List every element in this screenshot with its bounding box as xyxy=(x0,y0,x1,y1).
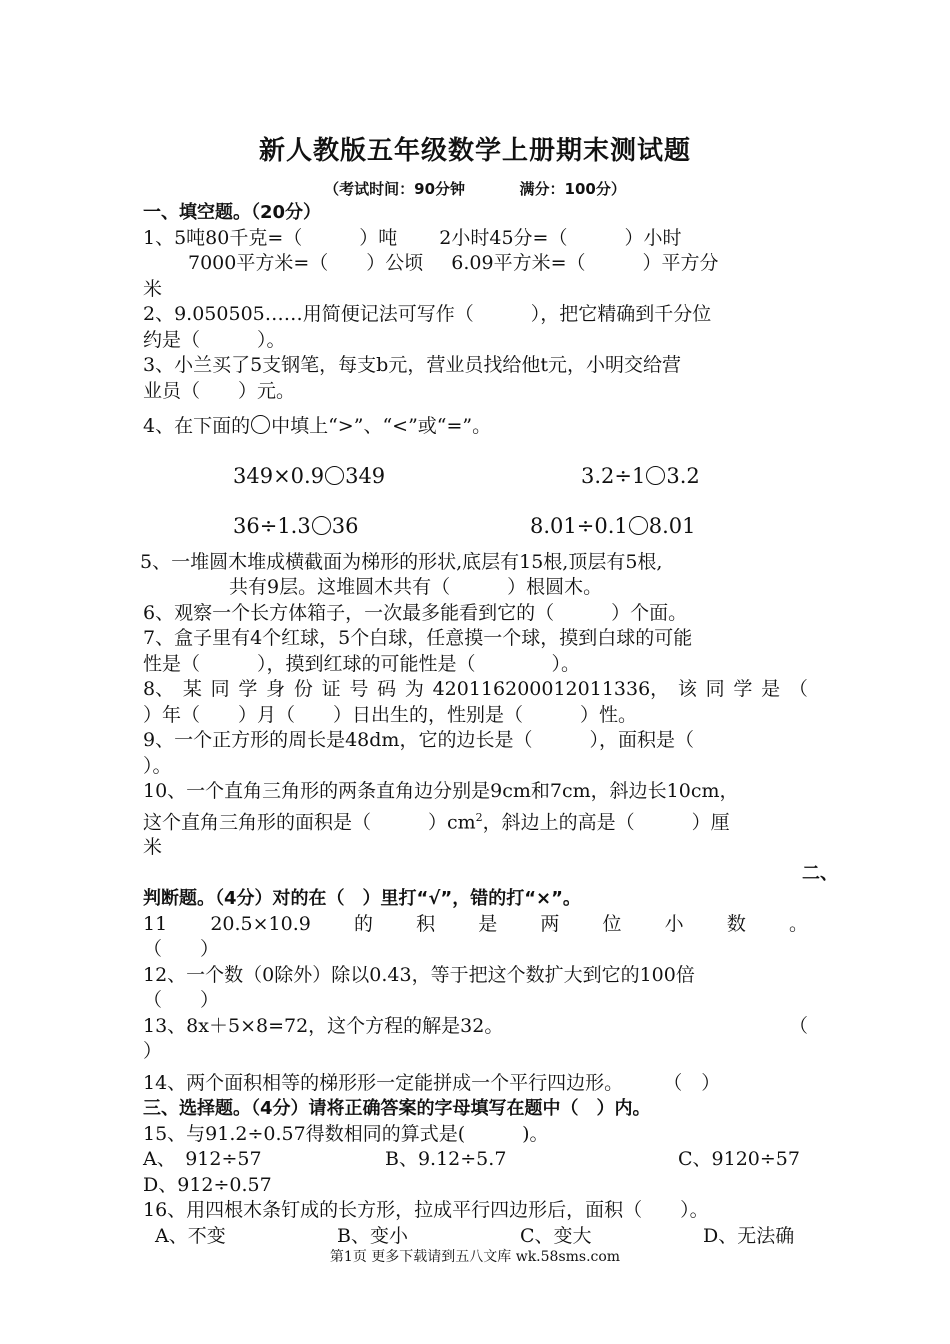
question-8-line-2: ）年（ ）月（ ）日出生的，性别是（ ）性。 xyxy=(143,703,638,726)
exam-info xyxy=(0,178,950,199)
question-1-part-4: 6.09平方米=（ ）平方分 xyxy=(451,252,719,274)
q11-word: 的 xyxy=(353,912,373,935)
question-5-line-2: 共有9层。这堆圆木共有（ ）根圆木。 xyxy=(229,576,603,598)
question-11-line-1 xyxy=(143,912,808,938)
option-a: A、不变 xyxy=(155,1224,226,1247)
question-8-line-1 xyxy=(143,677,808,703)
q8-word: 同 xyxy=(210,678,230,700)
question-4-prefix: 4、在下面的 xyxy=(143,415,251,437)
q11-word: 数 xyxy=(726,912,746,935)
section-number-judgement: 二、 xyxy=(802,862,838,884)
page-title: 新人教版五年级数学上册期末测试题 xyxy=(258,136,691,166)
q11-word: 。 xyxy=(788,912,808,935)
question-5-line-1: 5、一堆圆木堆成横截面为梯形的形状,底层有15根,顶层有5根, xyxy=(140,550,663,573)
q8-word: 学 xyxy=(733,678,753,700)
q11-expression: 20.5×10.9 xyxy=(210,912,311,935)
question-4-row-1 xyxy=(143,462,808,490)
question-7-line-2: 性是（ ），摸到红球的可能性是（ ）。 xyxy=(143,652,581,675)
question-12-line-1: 12、一个数（0除外）除以0.43，等于把这个数扩大到它的100倍 xyxy=(143,963,695,986)
question-1-part-3: 7000平方米=（ ）公顷 xyxy=(188,252,424,274)
question-7-line-1: 7、盒子里有4个红球，5个白球，任意摸一个球，摸到白球的可能 xyxy=(143,627,693,649)
question-3-line-2: 业员（ ）元。 xyxy=(143,379,296,402)
question-10-area: 这个直角三角形的面积是（ ）cm xyxy=(143,810,476,833)
q8-word: 8、 xyxy=(143,678,175,700)
q11-word: 小 xyxy=(664,912,684,935)
question-14 xyxy=(143,1071,808,1097)
question-12-answer-paren: （ ） xyxy=(143,989,220,1012)
question-10-line-3: 米 xyxy=(143,836,163,859)
q8-word: 证 xyxy=(321,678,341,700)
circle-blank-icon xyxy=(251,415,270,434)
question-1-part-1: 1、5吨80千克=（ ）吨 xyxy=(143,226,398,249)
question-15-options xyxy=(143,1147,808,1173)
section-heading-choice: 三、选择题。（4分）请将正确答案的字母填写在题中（ ）内。 xyxy=(143,1098,651,1120)
option-c: C、9120÷57 xyxy=(678,1148,800,1171)
superscript-2: 2 xyxy=(475,810,483,824)
question-1-wrap: 米 xyxy=(143,277,163,300)
compare-4-right: 8.01 xyxy=(648,513,696,538)
question-4-stem xyxy=(143,414,808,440)
question-9-line-2: ）。 xyxy=(143,754,172,777)
question-3-line-1: 3、小兰买了5支钢笔，每支b元，营业员找给他t元，小明交给营 xyxy=(143,354,681,376)
question-11-answer-paren: （ ） xyxy=(143,938,220,961)
q8-word: 该 xyxy=(677,678,697,700)
section-heading-judgement: 判断题。（4分）对的在（ ）里打“√”，错的打“×”。 xyxy=(143,888,581,910)
question-6: 6、观察一个长方体箱子，一次最多能看到它的（ ）个面。 xyxy=(143,601,688,624)
q8-word: （ xyxy=(788,678,808,700)
option-b: B、变小 xyxy=(337,1224,408,1247)
question-13-paren-close: ） xyxy=(143,1040,163,1063)
q8-word: 学 xyxy=(238,678,258,700)
q8-word: 份 xyxy=(293,678,313,700)
question-15-stem: 15、与91.2÷0.57得数相同的算式是( )。 xyxy=(143,1122,549,1145)
question-9-line-1: 9、一个正方形的周长是48dm，它的边长是（ ），面积是（ xyxy=(143,729,694,751)
q8-word: 是 xyxy=(761,678,781,700)
page-footer: 第1页 更多下载请到五八文库 wk.58sms.com xyxy=(329,1249,621,1265)
circle-blank-icon xyxy=(312,516,331,535)
option-b: B、9.12÷5.7 xyxy=(385,1148,507,1171)
q11-word: 11 xyxy=(143,912,168,935)
question-10-line-2 xyxy=(143,805,808,836)
q11-word: 两 xyxy=(540,912,560,935)
q8-word: 号 xyxy=(349,678,369,700)
question-2-line-2: 约是（ ）。 xyxy=(143,328,286,351)
exam-content xyxy=(140,200,838,1249)
question-1-row-1 xyxy=(143,226,808,252)
question-14-text: 14、两个面积相等的梯形形一定能拼成一个平行四边形。 xyxy=(143,1071,624,1094)
compare-2-right: 3.2 xyxy=(666,463,700,488)
question-13-paren-open: （ xyxy=(788,1014,808,1037)
q8-word: 同 xyxy=(705,678,725,700)
q8-word: 为 xyxy=(404,678,424,700)
q8-word: 码 xyxy=(377,678,397,700)
question-10-height: ，斜边上的高是（ ）厘 xyxy=(482,810,730,833)
option-a: A、 912÷57 xyxy=(143,1148,262,1171)
question-13-line-1 xyxy=(143,1014,808,1040)
question-4-row-2 xyxy=(143,512,808,540)
question-15-option-d: D、912÷0.57 xyxy=(143,1173,272,1196)
exam-score: 满分：100分） xyxy=(519,180,626,198)
compare-3-right: 36 xyxy=(331,513,359,538)
question-1-part-2: 2小时45分=（ ）小时 xyxy=(439,226,682,249)
question-13-text: 13、8x＋5×8=72，这个方程的解是32。 xyxy=(143,1014,504,1037)
q8-id-number: 420116200012011336， xyxy=(432,678,670,700)
circle-blank-icon xyxy=(325,466,344,485)
exam-time: （考试时间：90分钟 xyxy=(324,180,466,198)
section-heading-fill-in: 一、填空题。（20分） xyxy=(143,202,322,223)
option-c: C、变大 xyxy=(520,1224,592,1247)
q8-word: 身 xyxy=(266,678,286,700)
q11-word: 是 xyxy=(478,912,498,935)
q11-word: 位 xyxy=(602,912,622,935)
question-16-stem: 16、用四根木条钉成的长方形，拉成平行四边形后，面积（ ）。 xyxy=(143,1199,709,1222)
q8-word: 某 xyxy=(182,678,202,700)
compare-2-left: 3.2÷1 xyxy=(581,463,646,488)
question-10-line-1: 10、一个直角三角形的两条直角边分别是9cm和7cm，斜边长10cm， xyxy=(143,780,739,802)
question-14-paren: （ ） xyxy=(663,1071,721,1094)
compare-1-left: 349×0.9 xyxy=(233,463,325,488)
question-4-suffix: 中填上“>”、“<”或“=”。 xyxy=(271,415,492,437)
compare-3-left: 36÷1.3 xyxy=(233,513,311,538)
q11-word: 积 xyxy=(416,912,436,935)
circle-blank-icon xyxy=(646,466,665,485)
compare-4-left: 8.01÷0.1 xyxy=(530,513,628,538)
question-2-line-1: 2、9.050505……用简便记法可写作（ ），把它精确到千分位 xyxy=(143,303,712,325)
question-1-row-2 xyxy=(143,251,808,277)
compare-1-right: 349 xyxy=(345,463,386,488)
circle-blank-icon xyxy=(629,516,648,535)
option-d: D、无法确 xyxy=(703,1224,795,1247)
